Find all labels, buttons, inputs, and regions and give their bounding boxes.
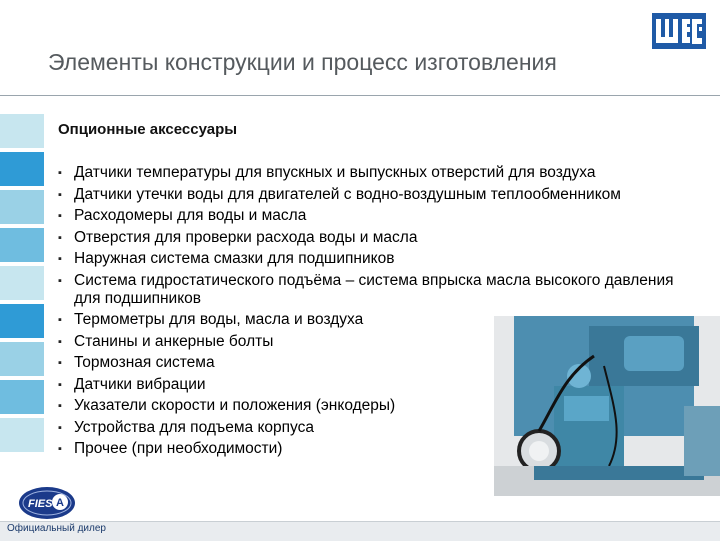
sidebar-block — [0, 418, 44, 452]
sidebar-block — [0, 342, 44, 376]
square-bullet-icon: ▪ — [58, 335, 62, 348]
sidebar-block — [0, 266, 44, 300]
list-item: ▪ Датчики температуры для впускных и выпускных отверстий для воздуха — [58, 164, 596, 181]
square-bullet-icon: ▪ — [58, 378, 62, 391]
weg-logo — [652, 13, 706, 49]
square-bullet-icon: ▪ — [58, 274, 62, 287]
list-item: ▪ Термометры для воды, масла и воздуха — [58, 311, 364, 328]
square-bullet-icon: ▪ — [58, 231, 62, 244]
square-bullet-icon: ▪ — [58, 421, 62, 434]
sidebar-block — [0, 152, 44, 186]
list-item: ▪ Датчики вибрации — [58, 375, 206, 393]
square-bullet-icon: ▪ — [58, 314, 62, 326]
accessory-list — [58, 164, 698, 462]
square-bullet-icon: ▪ — [58, 443, 62, 455]
dealer-logo — [18, 486, 76, 520]
svg-text:FIES: FIES — [28, 498, 53, 510]
list-item: ▪ Наружная система смазки для подшипников — [58, 250, 395, 267]
list-item: ▪ Тормозная система — [58, 354, 215, 371]
sidebar-block — [0, 190, 44, 224]
title-divider — [0, 95, 720, 96]
section-subtitle: Опционные аксессуары — [58, 121, 238, 138]
footer-bar — [0, 521, 720, 541]
list-item: ▪ Отверстия для проверки расхода воды и масла — [58, 228, 418, 246]
sidebar-color-blocks — [0, 114, 44, 456]
square-bullet-icon: ▪ — [58, 188, 62, 201]
list-item: ▪ Станины и анкерные болты — [58, 332, 274, 350]
sidebar-block — [0, 304, 44, 338]
list-item: ▪ Система гидростатического подъёма – система впрыска масла высокого давления для подшипников — [58, 271, 674, 307]
square-bullet-icon: ▪ — [58, 357, 62, 369]
list-item: ▪ Датчики утечки воды для двигателей с водно-воздушным теплообменником — [58, 185, 621, 203]
square-bullet-icon: ▪ — [58, 210, 62, 222]
list-item: ▪ Расходомеры для воды и масла — [58, 207, 307, 224]
sidebar-block — [0, 228, 44, 262]
square-bullet-icon: ▪ — [58, 400, 62, 412]
sidebar-block — [0, 114, 44, 148]
square-bullet-icon: ▪ — [58, 253, 62, 265]
slide-title: Элементы конструкции и процесс изготовления — [48, 49, 557, 75]
sidebar-block — [0, 380, 44, 414]
footer-dealer-label: Официальный дилер — [7, 523, 106, 534]
list-item: ▪ Устройства для подъема корпуса — [58, 418, 314, 436]
list-item: ▪ Прочее (при необходимости) — [58, 440, 283, 457]
square-bullet-icon: ▪ — [58, 167, 62, 179]
list-item: ▪ Указатели скорости и положения (энкодеры) — [58, 397, 396, 414]
svg-text:A: A — [56, 497, 64, 509]
